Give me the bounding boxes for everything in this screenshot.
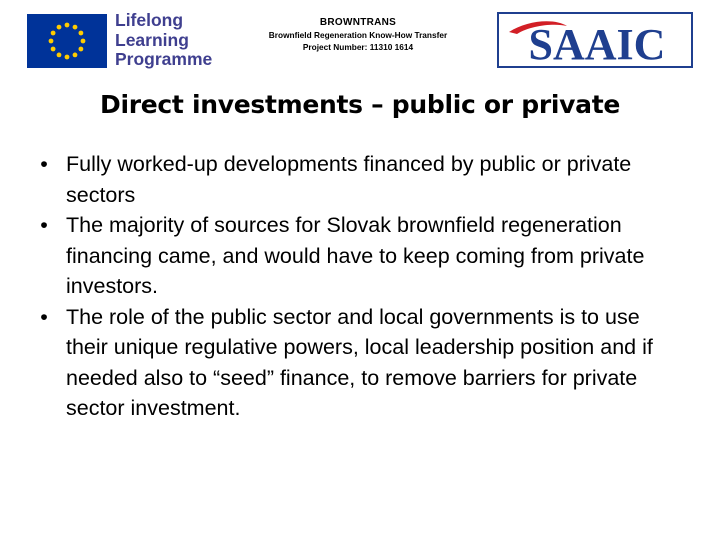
slide-title: Direct investments – public or private — [100, 90, 620, 119]
llp-line-2: Learning — [115, 29, 189, 50]
bullet-dot-icon: • — [40, 213, 48, 237]
bullet-item — [34, 210, 674, 302]
lifelong-learning-text — [115, 11, 212, 70]
bullet-item — [34, 302, 674, 424]
bullet-text: The majority of sources for Slovak brownfield regeneration financing came, and would have to keep coming from private investors. — [66, 213, 645, 298]
bullet-dot-icon: • — [40, 152, 48, 176]
eu-flag-icon — [27, 14, 107, 68]
saaic-logo — [497, 12, 693, 68]
project-subtitle: Brownfield Regeneration Know-How Transfer — [268, 30, 448, 40]
llp-line-1: Lifelong — [115, 10, 184, 30]
llp-line-3: Programme — [115, 49, 213, 69]
bullet-text: The role of the public sector and local governments is to use their unique regulative powers, local leadership position and if needed also to “seed” finance, to remove barriers for private sector investment. — [66, 304, 653, 420]
bullet-list — [34, 149, 674, 424]
project-number: Project Number: 11310 1614 — [302, 41, 414, 52]
bullet-item — [34, 149, 674, 210]
saaic-logo-text: SAAIC — [528, 20, 666, 68]
project-title: BROWNTRANS — [319, 17, 397, 28]
lifelong-learning-logo — [27, 10, 217, 72]
bullet-dot-icon: • — [40, 304, 48, 329]
bullet-text: Fully worked-up developments financed by public or private sectors — [66, 152, 632, 207]
project-info — [238, 15, 478, 53]
